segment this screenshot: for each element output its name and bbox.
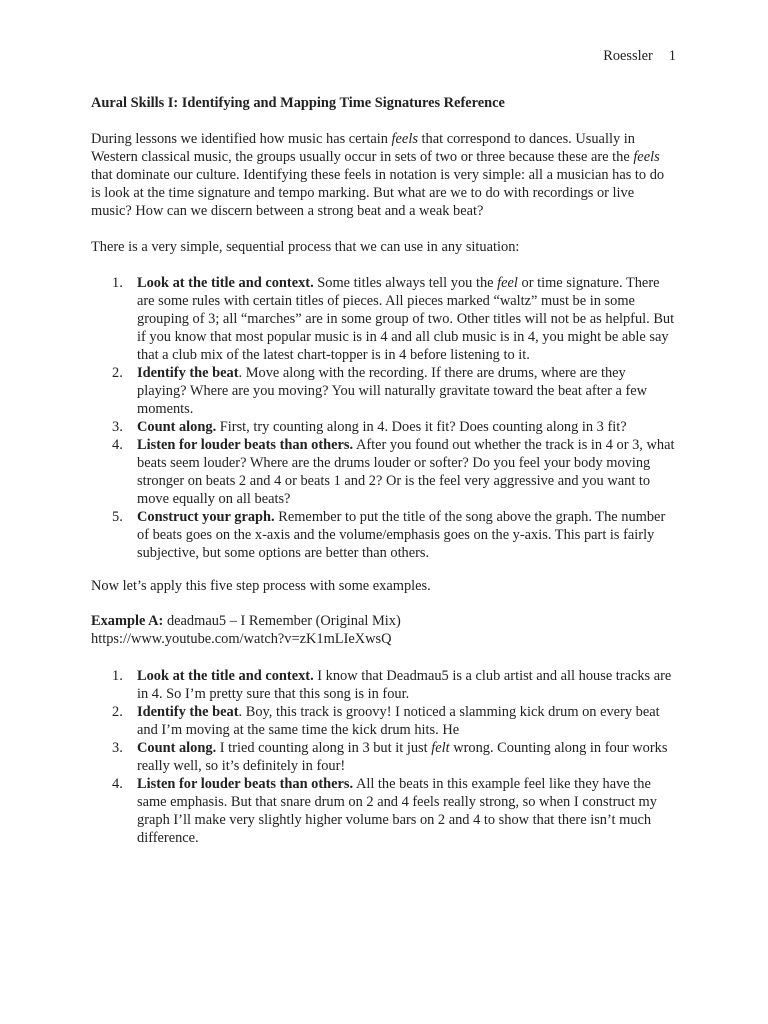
step-italic: feel: [497, 275, 518, 291]
intro-text: During lessons we identified how music has certain: [91, 131, 392, 147]
step-text: I know that Deadmau5 is a club artist and all house tracks are in 4. So I’m pretty sure that this song is in four.: [137, 668, 672, 702]
list-item: [91, 274, 677, 364]
example-url-link[interactable]: https://www.youtube.com/watch?v=zK1mLIeXwsQ: [91, 631, 392, 647]
step-heading: Listen for louder beats than others.: [137, 437, 354, 453]
intro-text: that correspond to dances. Usually in Western classical music, the groups usually occur in sets of two or three because these are the: [91, 131, 635, 165]
step-text: wrong. Counting along in four works really well, so it’s definitely in four!: [137, 740, 668, 774]
list-number: 3.: [112, 419, 123, 435]
process-steps-list: [91, 274, 677, 562]
list-item: [91, 667, 677, 703]
list-number: 2.: [112, 704, 123, 720]
list-number: 1.: [112, 275, 123, 291]
step-heading: Look at the title and context.: [137, 275, 314, 291]
page-number: 1: [668, 48, 676, 64]
step-heading: Listen for louder beats than others.: [137, 776, 354, 792]
example-label: Example A:: [91, 613, 164, 629]
author-name: Roessler: [603, 48, 653, 64]
step-text: All the beats in this example feel like they have the same emphasis. But that snare drum on 2 and 4 feels really strong, so when I construct my graph I’ll make very slightly higher volume bars on 2 and 4 to show that there isn’t much difference.: [137, 776, 657, 846]
list-number: 4.: [112, 437, 123, 453]
list-item: [91, 508, 677, 562]
step-text: . Boy, this track is groovy! I noticed a slamming kick drum on every beat and I’m moving at the same time the kick drum hits. He: [137, 704, 660, 738]
step-text: After you found out whether the track is in 4 or 3, what beats seem louder? Where are the drums louder or softer? Do you feel your body moving stronger on beats 2 and 4 or beats 1 and 2? Or is the feel very aggressive and you want to move equally on all beats?: [137, 437, 675, 507]
list-item: [91, 418, 677, 436]
intro-paragraph: [91, 130, 677, 220]
list-item: [91, 436, 677, 508]
step-heading: Construct your graph.: [137, 509, 275, 525]
step-heading: Look at the title and context.: [137, 668, 314, 684]
intro-italic: feels: [633, 149, 660, 165]
example-track: deadmau5 – I Remember (Original Mix): [163, 613, 401, 629]
process-intro-paragraph: There is a very simple, sequential process that we can use in any situation:: [91, 239, 520, 255]
example-steps-list: [91, 667, 677, 847]
page-header: [603, 47, 676, 65]
intro-italic: feels: [391, 131, 418, 147]
step-heading: Identify the beat: [137, 704, 239, 720]
step-heading: Identify the beat: [137, 365, 239, 381]
step-text: or time signature. There are some rules with certain titles of pieces. All pieces marked “waltz” must be in some grouping of 3; all “marches” are in some group of two. Other titles will not be as helpful. But if you know that most popular music is in 4 and all club music is in 4, you might be able say that a club mix of the latest chart-topper is in 4 before listening to it.: [137, 275, 675, 363]
example-a-heading: [91, 612, 677, 648]
step-text: . Move along with the recording. If there are drums, where are they playing? Where are you moving? You will naturally gravitate toward the beat after a few moments.: [137, 365, 648, 417]
list-item: [91, 703, 677, 739]
list-number: 1.: [112, 668, 123, 684]
step-text: First, try counting along in 4. Does it fit? Does counting along in 3 fit?: [216, 419, 627, 435]
transition-paragraph: Now let’s apply this five step process with some examples.: [91, 578, 431, 594]
step-text: I tried counting along in 3 but it just: [216, 740, 432, 756]
step-italic: felt: [431, 740, 450, 756]
step-text: Remember to put the title of the song above the graph. The number of beats goes on the x-axis and the volume/emphasis goes on the y-axis. This part is fairly subjective, but some options are better than others.: [137, 509, 666, 561]
list-number: 3.: [112, 740, 123, 756]
list-item: [91, 739, 677, 775]
intro-text: that dominate our culture. Identifying these feels in notation is very simple: all a musician has to do is look at the time signature and tempo marking. But what are we to do with recordings or live music? How can we discern between a strong beat and a weak beat?: [91, 167, 665, 219]
list-number: 5.: [112, 509, 123, 525]
step-heading: Count along.: [137, 419, 217, 435]
list-number: 4.: [112, 776, 123, 792]
step-heading: Count along.: [137, 740, 217, 756]
step-text: Some titles always tell you the: [313, 275, 498, 291]
list-item: [91, 775, 677, 847]
list-number: 2.: [112, 365, 123, 381]
list-item: [91, 364, 677, 418]
document-title: Aural Skills I: Identifying and Mapping Time Signatures Reference: [91, 95, 505, 111]
